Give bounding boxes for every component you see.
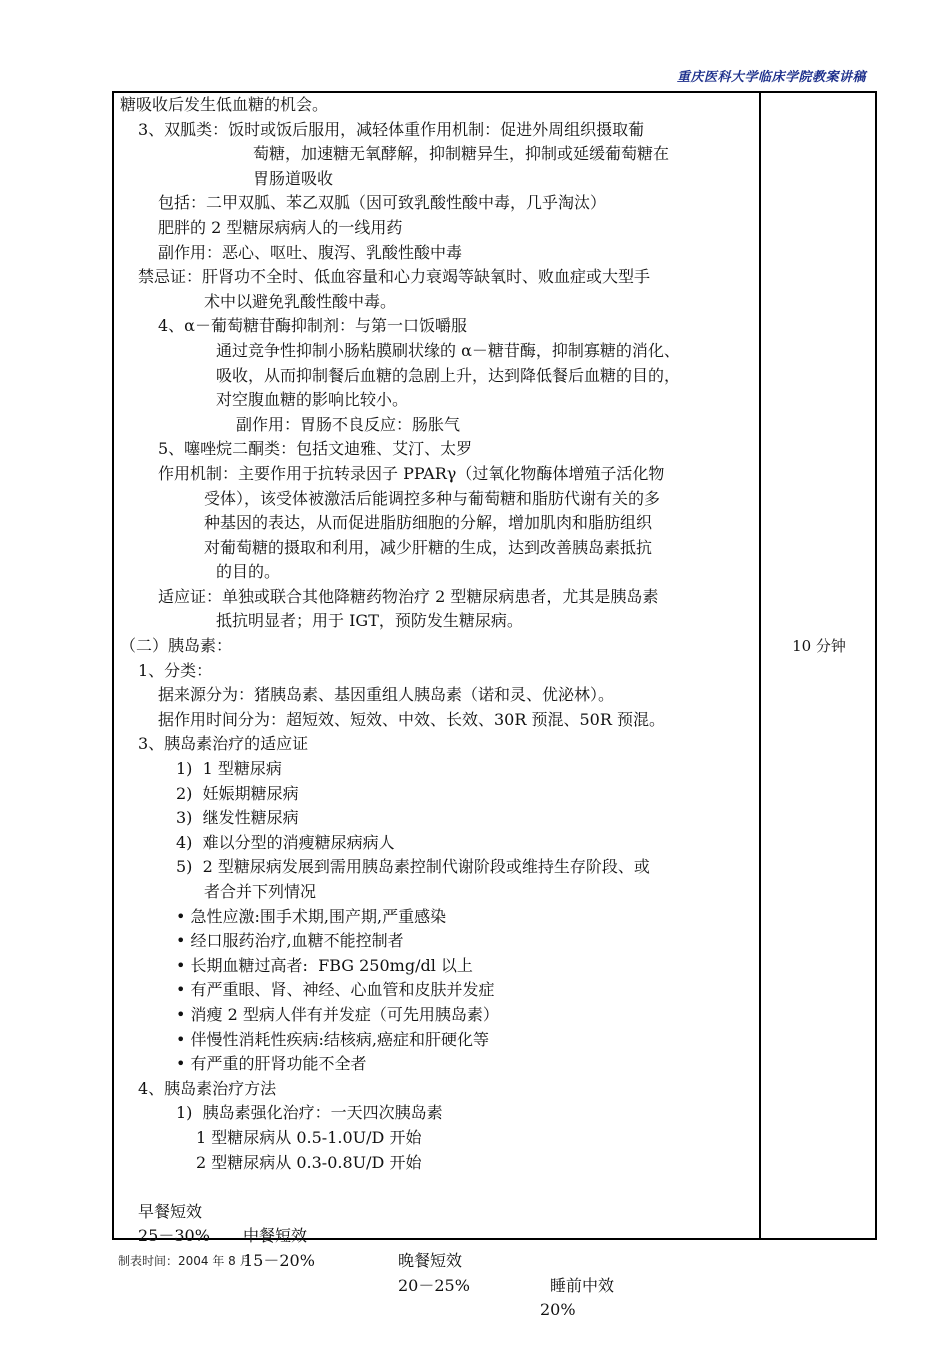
dose-value-bedtime: 20% [540, 1300, 576, 1320]
text-line: 适应证：单独或联合其他降糖药物治疗 2 型糖尿病患者，尤其是胰岛素 [158, 586, 659, 606]
list-item: 1) 胰岛素强化治疗：一天四次胰岛素 [176, 1103, 443, 1123]
text-line: 对葡萄糖的摄取和利用，减少肝糖的生成，达到改善胰岛素抵抗 [204, 537, 653, 557]
text-line: 抵抗明显者；用于 IGT，预防发生糖尿病。 [216, 611, 523, 631]
dose-header-breakfast: 早餐短效 [138, 1201, 203, 1221]
list-item: 5) 2 型糖尿病发展到需用胰岛素控制代谢阶段或维持生存阶段、或 [176, 857, 650, 877]
text-line: 3、双胍类：饭时或饭后服用，减轻体重作用机制：促进外周组织摄取葡 [138, 119, 645, 139]
text-line: 肥胖的 2 型糖尿病病人的一线用药 [158, 217, 403, 237]
text-line: 副作用：胃肠不良反应：肠胀气 [236, 414, 461, 434]
text-line: 据来源分为：猪胰岛素、基因重组人胰岛素（诺和灵、优泌林）。 [158, 685, 615, 705]
bullet-item: • 消瘦 2 型病人伴有并发症（可先用胰岛素） [176, 1004, 499, 1024]
text-line: 术中以避免乳酸性酸中毒。 [204, 291, 397, 311]
bullet-item: • 伴慢性消耗性疾病:结核病,癌症和肝硬化等 [176, 1029, 490, 1049]
text-line: 受体），该受体被激活后能调控多种与葡萄糖和脂肪代谢有关的多 [204, 488, 661, 508]
text-line: 禁忌证：肝肾功不全时、低血容量和心力衰竭等缺氧时、败血症或大型手 [138, 267, 651, 287]
footer-date: 制表时间：2004 年 8 月 [118, 1254, 252, 1268]
text-line: 5、噻唑烷二酮类：包括文迪雅、艾汀、太罗 [158, 439, 473, 459]
list-item: 4) 难以分型的消瘦糖尿病病人 [176, 832, 395, 852]
dose-value-breakfast: 25－30% [138, 1226, 210, 1246]
text-line: 吸收，从而抑制餐后血糖的急剧上升，达到降低餐后血糖的目的， [216, 365, 681, 385]
dose-header-lunch: 中餐短效 [243, 1226, 308, 1246]
text-line: 据作用时间分为：超短效、短效、中效、长效、30R 预混、50R 预混。 [158, 709, 665, 729]
text-line: 4、胰岛素治疗方法 [138, 1078, 277, 1098]
bullet-item: • 经口服药治疗,血糖不能控制者 [176, 931, 404, 951]
list-item: 者合并下列情况 [204, 882, 317, 901]
text-line: 胃肠道吸收 [253, 168, 334, 188]
bullet-item: • 有严重眼、肾、神经、心血管和皮肤并发症 [176, 980, 495, 1000]
text-line: 副作用：恶心、呕吐、腹泻、乳酸性酸中毒 [158, 242, 463, 262]
text-line: 3、胰岛素治疗的适应证 [138, 734, 309, 754]
dose-value-lunch: 15－20% [243, 1250, 315, 1270]
dose-header-dinner: 晚餐短效 [398, 1250, 463, 1270]
bullet-item: • 长期血糖过高者: FBG 250mg/dl 以上 [176, 955, 473, 975]
section-heading: （二）胰岛素： [120, 636, 233, 656]
text-line: 的目的。 [216, 562, 281, 582]
list-item: 2) 妊娠期糖尿病 [176, 783, 299, 803]
dose-value-dinner: 20－25% [398, 1275, 470, 1295]
dose-header-bedtime: 睡前中效 [550, 1275, 615, 1295]
text-line: 作用机制：主要作用于抗转录因子 PPARγ（过氧化物酶体增殖子活化物 [158, 463, 665, 483]
text-line: 种基因的表达，从而促进脂肪细胞的分解，增加肌肉和脂肪组织 [204, 513, 653, 533]
text-line: 通过竞争性抑制小肠粘膜刷状缘的 α－糖苷酶，抑制寡糖的消化、 [216, 340, 680, 360]
text-line: 包括：二甲双胍、苯乙双胍（因可致乳酸性酸中毒，几乎淘汰） [158, 193, 607, 213]
list-item: 1) 1 型糖尿病 [176, 759, 282, 779]
page-header-title: 重庆医科大学临床学院教案讲稿 [676, 70, 866, 85]
bullet-item: • 急性应激:围手术期,围产期,严重感染 [176, 906, 447, 926]
text-line: 1、分类： [138, 660, 213, 680]
text-line: 4、α－葡萄糖苷酶抑制剂：与第一口饭嚼服 [158, 316, 467, 336]
list-item: 3) 继发性糖尿病 [176, 808, 299, 828]
text-line: 糖吸收后发生低血糖的机会。 [120, 95, 329, 114]
text-line: 萄糖，加速糖无氧酵解，抑制糖异生，抑制或延缓葡萄糖在 [253, 144, 670, 164]
text-line: 2 型糖尿病从 0.3-0.8U/D 开始 [196, 1152, 422, 1172]
bullet-item: • 有严重的肝肾功能不全者 [176, 1054, 367, 1074]
text-line: 1 型糖尿病从 0.5-1.0U/D 开始 [196, 1127, 422, 1147]
column-divider [759, 91, 761, 1240]
text-line: 对空腹血糖的影响比较小。 [216, 390, 409, 410]
time-allocation: 10 分钟 [792, 637, 846, 655]
